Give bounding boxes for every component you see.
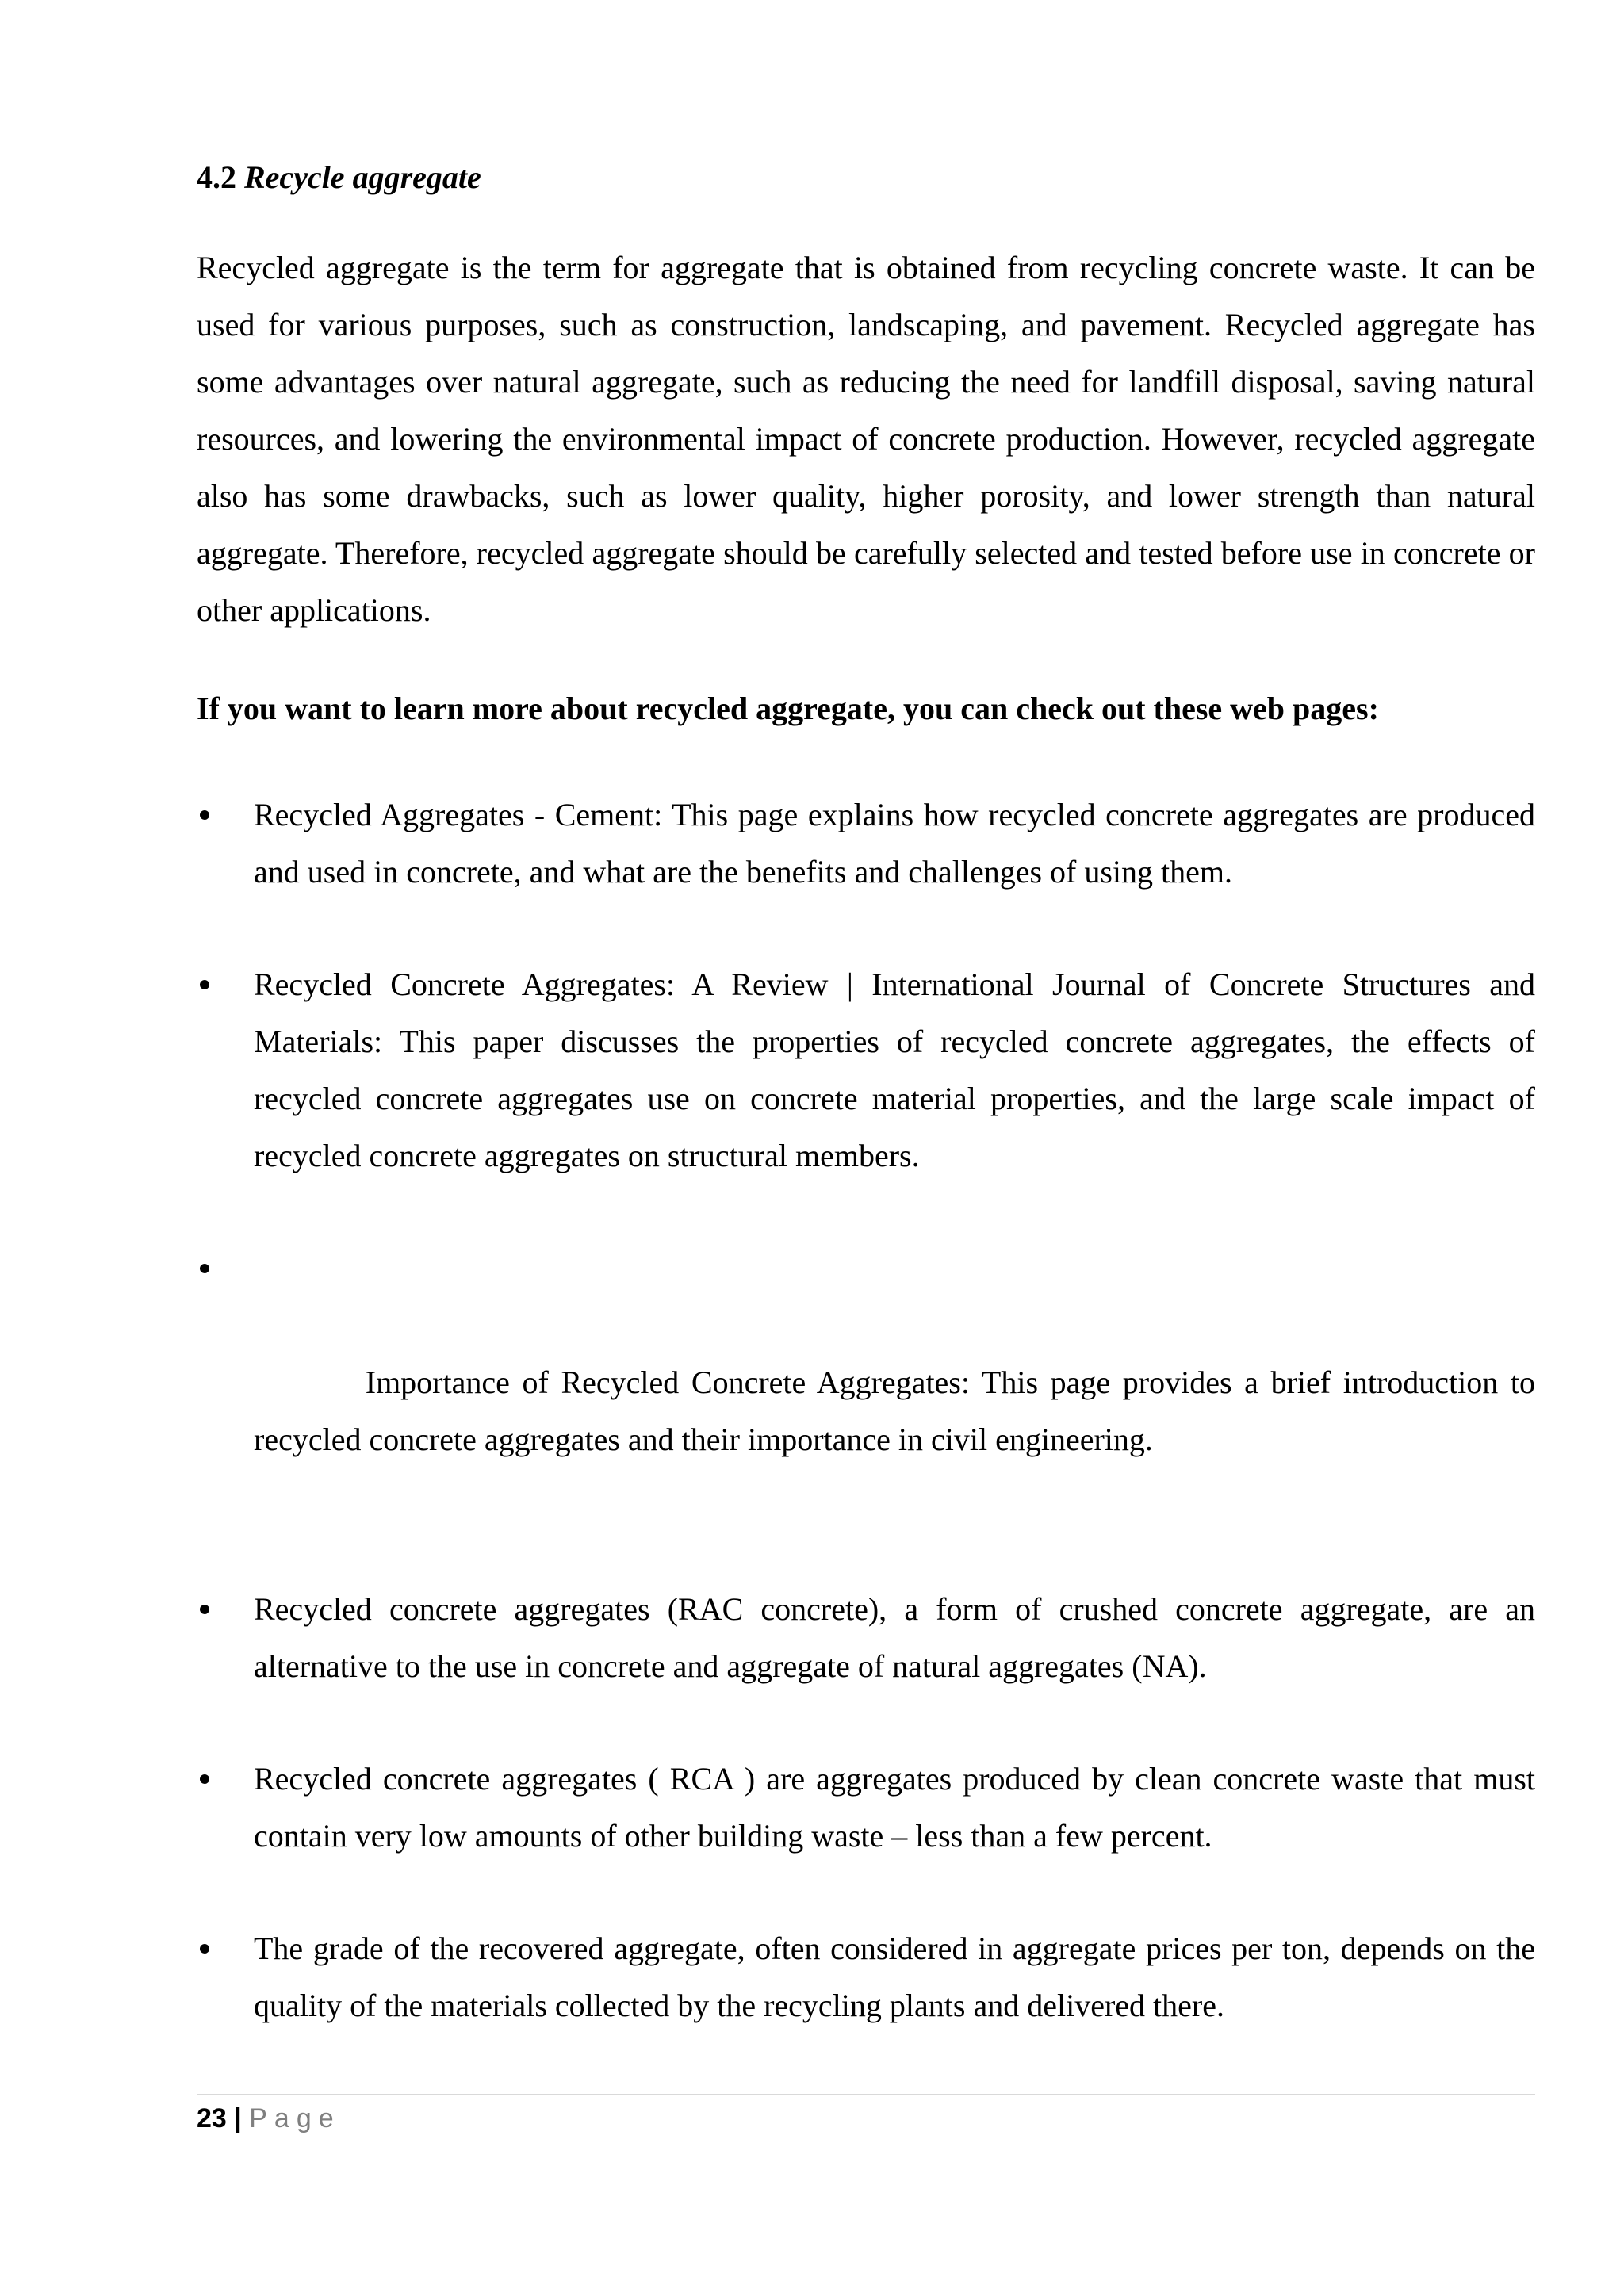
- lead-sentence: If you want to learn more about recycled aggregate, you can check out these web pages:: [197, 691, 1379, 726]
- list-item: [197, 1240, 1544, 1525]
- bullet-icon: [200, 980, 209, 989]
- list-item-text: Recycled concrete aggregates ( RCA ) are aggregates produced by clean concrete waste that must contain very low amounts of other building waste – less than a few percent.: [254, 1761, 1535, 1854]
- list-item: [197, 956, 1535, 1184]
- page-label: Page: [249, 2103, 341, 2133]
- page-content: [197, 155, 1544, 2090]
- bullet-icon: [200, 1264, 209, 1273]
- list-item: [197, 786, 1535, 901]
- list-item-text: Recycled Concrete Aggregates: A Review | International Journal of Concrete Structures and Materials: This paper discusses the properties of recycled concrete aggregates, the effects of recycled concrete aggregates use on concrete material properties, and the large scale impact of recycled concrete aggregates on structural members.: [254, 966, 1535, 1173]
- list-item-text: Importance of Recycled Concrete Aggregates: This page provides a brief introduction to recycled concrete aggregates and their importance in civil engineering.: [254, 1364, 1544, 1457]
- section-heading: [197, 155, 1535, 200]
- page-number: 23: [197, 2103, 227, 2133]
- list-item: [197, 1581, 1535, 1695]
- footer-divider: [197, 2094, 1535, 2095]
- bullet-icon: [200, 1774, 209, 1784]
- section-title: Recycle aggregate: [244, 159, 481, 195]
- intro-paragraph: Recycled aggregate is the term for aggregate that is obtained from recycling concrete waste. It can be used for various purposes, such as construction, landscaping, and pavement. Recycled aggregate has some advantages over natural aggregate, such as reducing the need for landfill disposal, saving natural resources, and lowering the environmental impact of concrete production. However, recycled aggregate also has some drawbacks, such as lower quality, higher porosity, and lower strength than natural aggregate. Therefore, recycled aggregate should be carefully selected and tested before use in concrete or other applications.: [197, 250, 1535, 628]
- section-number: 4.2: [197, 159, 236, 195]
- resource-list: [197, 786, 1544, 2034]
- list-item-text: Recycled concrete aggregates (RAC concrete), a form of crushed concrete aggregate, are an alternative to the use in concrete and aggregate of natural aggregates (NA).: [254, 1591, 1535, 1684]
- bullet-icon: [200, 810, 209, 820]
- list-item: [197, 1920, 1535, 2034]
- bullet-icon: [200, 1605, 209, 1614]
- bullet-icon: [200, 1944, 209, 1954]
- list-item: [197, 1751, 1535, 1865]
- footer-separator: |: [234, 2103, 242, 2133]
- list-item-text: Recycled Aggregates - Cement: This page explains how recycled concrete aggregates are produced and used in concrete, and what are the benefits and challenges of using them.: [254, 797, 1535, 890]
- list-item-text: The grade of the recovered aggregate, often considered in aggregate prices per ton, depends on the quality of the materials collected by the recycling plants and delivered there.: [254, 1931, 1535, 2023]
- page-footer: [197, 2101, 341, 2136]
